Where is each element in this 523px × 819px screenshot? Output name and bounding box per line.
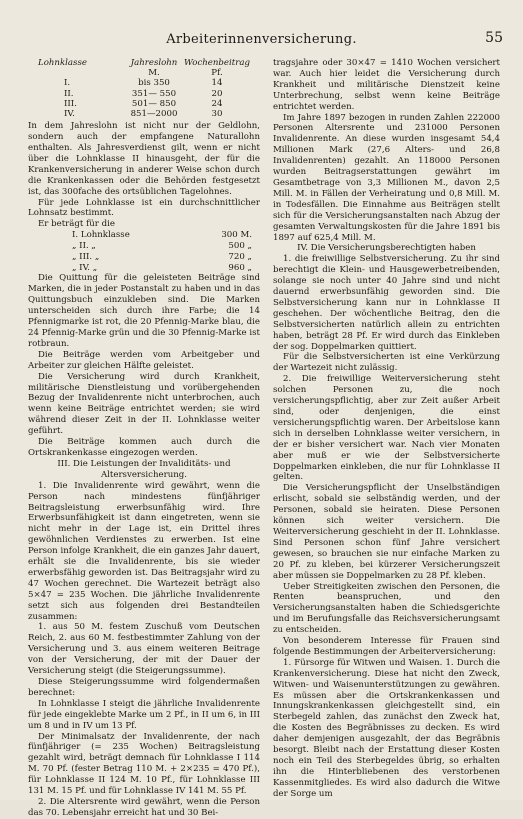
list-item-label: „ II. „ bbox=[72, 241, 96, 252]
list-item-value: 500 „ bbox=[228, 241, 252, 252]
table-cell: 14 bbox=[211, 78, 223, 89]
left-column bbox=[28, 58, 260, 819]
paragraph: tragsjahre oder 30×47 = 1410 Wochen versichert war. Auch hier leidet die Versicherung durch Krankheit und militärische Dienstzeit keine Unterbrechung, selbst wenn keine Beiträge entrichtet werden. bbox=[273, 58, 500, 112]
table-cell: 851—2000 bbox=[130, 109, 178, 120]
table-header-cell: Lohnklasse bbox=[38, 58, 87, 68]
paragraph: Diese Steigerungssumme wird folgendermaßen berechnet: bbox=[28, 677, 260, 698]
paragraph: Die Beiträge werden vom Arbeitgeber und Arbeiter zur gleichen Hälfte geleistet. bbox=[28, 349, 260, 371]
paragraph: 1. aus 50 M. festem Zuschuß vom Deutschen Reich, 2. aus 60 M. festbestimmter Zahlung von der Versicherung und 3. aus einem weiteren Beitrage von der Versicherung, der mit der Dauer der Versicherung steigt (die Steigerungssumme). bbox=[28, 622, 260, 677]
table-unit-cell bbox=[30, 68, 124, 78]
list-item bbox=[72, 252, 252, 263]
table-header-cell: Wochenbeitrag bbox=[184, 58, 250, 68]
table-cell: II. bbox=[64, 88, 74, 99]
paragraph: Ueber Streitigkeiten zwischen den Personen, die Renten beanspruchen, und den Versicherungsanstalten haben die Schiedsgerichte und im Berufungsfalle das Reichsversicherungsamt zu entscheiden. bbox=[273, 581, 500, 636]
list-item bbox=[72, 230, 252, 241]
table-row bbox=[30, 89, 250, 99]
table-cell: bis 350 bbox=[138, 78, 170, 89]
paragraph: In Lohnklasse I steigt die jährliche Invalidenrente für jede eingeklebte Marke um 2 Pf., in II um 6, in III um 8 und in IV um 13 Pf. bbox=[28, 698, 260, 731]
paragraph: Die Quittung für die geleisteten Beiträge sind Marken, die in jeder Postanstalt zu haben und in das Quittungsbuch einzukleben sind. Die Marken unterscheiden sich durch ihre Farbe; die 14 Pfennigmarke ist rot, die 20 Pfennig-Marke blau, die 24 Pfennig-Marke grün und die 30 Pfennig-Marke ist rotbraun. bbox=[28, 273, 260, 349]
table-row bbox=[30, 109, 250, 119]
page-number: 55 bbox=[485, 30, 503, 46]
table-units-row bbox=[30, 68, 250, 78]
paragraph: Der Minimalsatz der Invalidenrente, der nach fünfjähriger (= 235 Wochen) Beitragsleistung gezahlt wird, beträgt demnach für Lohnklasse I 114 M. 70 Pf. (fester Betrag 110 M. + 2×235 = 470 Pf.), für Lohnklasse II 124 M. 10 Pf., für Lohnklasse III 131 M. 15 Pf. und für Lohnklasse IV 141 M. 55 Pf. bbox=[28, 731, 260, 797]
average-wage-list bbox=[72, 230, 252, 273]
paragraph: Die Versicherungspflicht der Unselbständigen erlischt, sobald sie selbständig werden, und der Personen, sobald sie heiraten. Diese Personen können sich weiter versichern. Die Weiterversicherung geschieht in der II. Lohnklasse. Sind Personen schon fünf Jahre versichert gewesen, so brauchen sie nur einfache Marken zu 20 Pf. zu kleben, bei kürzerer Versicherungszeit aber müssen sie Doppelmarken zu 28 Pf. kleben. bbox=[273, 483, 500, 581]
table-cell: 351— 550 bbox=[131, 88, 177, 99]
paragraph: Für jede Lohnklasse ist ein durchschnittlicher Lohnsatz bestimmt. bbox=[28, 197, 260, 219]
paragraph: Im Jahre 1897 bezogen in runden Zahlen 222000 Personen Altersrente und 231000 Personen Invalidenrente. An diese wurden insgesamt 54,4 Millionen Mark (27,6 Alters- und 26,8 Invalidenrenten) gezahlt. An 118000 Personen wurden Beitragserstattungen gewährt im Gesamtbetrage von 3,3 Millionen M., davon 2,5 Mill. M. in Fällen der Verheiratung und 0,8 Mill. M. in Todesfällen. Die Einnahme aus Beiträgen stellt sich für die Versicherungsanstalten nach Abzug der gesamten Verwaltungskosten für die Jahre 1891 bis 1897 auf 625,4 Mill. M. bbox=[273, 112, 500, 243]
section-heading: IV. Die Versicherungsberechtigten haben bbox=[297, 243, 476, 254]
table-cell: 501— 850 bbox=[131, 98, 177, 109]
table-header-row bbox=[30, 58, 250, 68]
paragraph: 1. die freiwillige Selbstversicherung. Zu ihr sind berechtigt die Klein- und Hausgewerbetreibenden, solange sie noch unter 40 Jahre sind und nicht dauernd erwerbsunfähig geworden sind. Die Selbstversicherung kann nur in Lohnklasse II geschehen. Der wöchentliche Beitrag, den die Selbstversicherten natürlich allein zu entrichten haben, beträgt 28 Pf. Er wird durch das Einkleben der sog. Doppelmarken quittiert. bbox=[273, 254, 500, 352]
list-item-label: I. Lohnklasse bbox=[72, 230, 130, 241]
paragraph: 1. Die Invalidenrente wird gewährt, wenn die Person nach mindestens fünfjähriger Beitragsleistung erwerbsunfähig wird. Ihre Erwerbsunfähigkeit ist dann eingetreten, wenn sie nicht mehr in der Lage ist, ein Drittel ihres gewöhnlichen Verdienstes zu erwerben. Ist eine Person infolge Krankheit, die ein ganzes Jahr dauert, erhält sie die Invalidenrente, bis sie wieder erwerbsfähig geworden ist. Das Beitragsjahr wird zu 47 Wochen gerechnet. Die Wartezeit beträgt also 5×47 = 235 Wochen. Die jährliche Invalidenrente setzt sich aus folgenden drei Bestandteilen zusammen: bbox=[28, 480, 260, 622]
wage-class-table bbox=[30, 58, 250, 119]
list-item bbox=[72, 241, 252, 252]
table-cell: 24 bbox=[211, 98, 223, 109]
running-title: Arbeiterinnenversicherung. bbox=[166, 32, 357, 47]
table-cell: 20 bbox=[211, 88, 223, 99]
paragraph: In dem Jahreslohn ist nicht nur der Geldlohn, sondern auch der empfangene Naturallohn enthalten. Als Jahresverdienst gilt, wenn er nicht über die Lohnklasse II hinausgeht, der für die Krankenversicherung in anderer Weise schon durch die Krankenkassen oder die Behörden festgesetzt ist, das 300fache des ortsüblichen Tagelohnes. bbox=[28, 121, 260, 197]
paragraph: Die Versicherung wird durch Krankheit, militärische Dienstleistung und vorübergehenden Bezug der Invalidenrente nicht unterbrochen, auch wenn keine Beiträge entrichtet werden; sie wird während dieser Zeit in der II. Lohnklasse weiter geführt. bbox=[28, 371, 260, 437]
paragraph: Von besonderem Interesse für Frauen sind folgende Bestimmungen der Arbeiterversicherung: bbox=[273, 636, 500, 657]
paragraph: 2. Die Altersrente wird gewährt, wenn die Person das 70. Lebensjahr erreicht hat und 30 Bei- bbox=[28, 796, 260, 818]
right-column bbox=[273, 58, 500, 800]
paragraph: Die Beiträge kommen auch durch die Ortskrankenkasse eingezogen werden. bbox=[28, 437, 260, 458]
table-unit-cell: M. bbox=[148, 68, 160, 79]
table-cell: I. bbox=[64, 78, 71, 89]
table-cell: 30 bbox=[211, 109, 223, 120]
table-row bbox=[30, 99, 250, 109]
table-header-cell: Jahreslohn bbox=[130, 58, 178, 68]
table-unit-cell: Pf. bbox=[211, 68, 223, 79]
list-item-value: 720 „ bbox=[228, 251, 252, 262]
paragraph: Für die Selbstversicherten ist eine Verkürzung der Wartezeit nicht zulässig. bbox=[273, 352, 500, 374]
paragraph: 2. Die freiwillige Weiterversicherung steht solchen Personen zu, die noch versicherungspflichtig, aber zur Zeit außer Arbeit sind, oder denjenigen, die einst versicherungspflichtig waren. Der Arbeitslose kann sich in derselben Lohnklasse weiter versichern, in der er bisher versichert war. Nach vier Monaten aber muß er wie der Selbstversicherte Doppelmarken einkleben, die nur für Lohnklasse II gelten. bbox=[273, 374, 500, 483]
paragraph: Er beträgt für die bbox=[38, 219, 115, 230]
section-heading: III. Die Leistungen der Invaliditäts- und Altersversicherung. bbox=[57, 458, 231, 480]
table-cell: IV. bbox=[64, 109, 75, 120]
table-row bbox=[30, 78, 250, 88]
page-header bbox=[0, 30, 523, 50]
list-item-value: 300 M. bbox=[221, 230, 252, 241]
list-item-value: 960 „ bbox=[228, 262, 252, 273]
list-item bbox=[72, 263, 252, 274]
table-cell: III. bbox=[64, 98, 77, 109]
list-item-label: „ IV. „ bbox=[72, 262, 98, 273]
paragraph: 1. Fürsorge für Witwen und Waisen. 1. Durch die Krankenversicherung. Diese hat nicht den Zweck, Witwen- und Waisenunterstützungen zu gewähren. Es müssen aber die Ortskrankenkassen und Innungskrankenkassen gleichgestellt sind, ein Sterbegeld zahlen, das zunächst den Zweck hat, die Kosten des Begräbnisses zu decken. Es wird daher demjenigen ausgezahlt, der das Begräbnis besorgt. Bleibt nach der Erstattung dieser Kosten noch ein Teil des Sterbegeldes übrig, so erhalten ihn die Hinterbliebenen des verstorbenen Kassenmitgliedes. Es wird also dadurch die Witwe der Sorge um bbox=[273, 657, 500, 799]
list-item-label: „ III. „ bbox=[72, 251, 100, 262]
